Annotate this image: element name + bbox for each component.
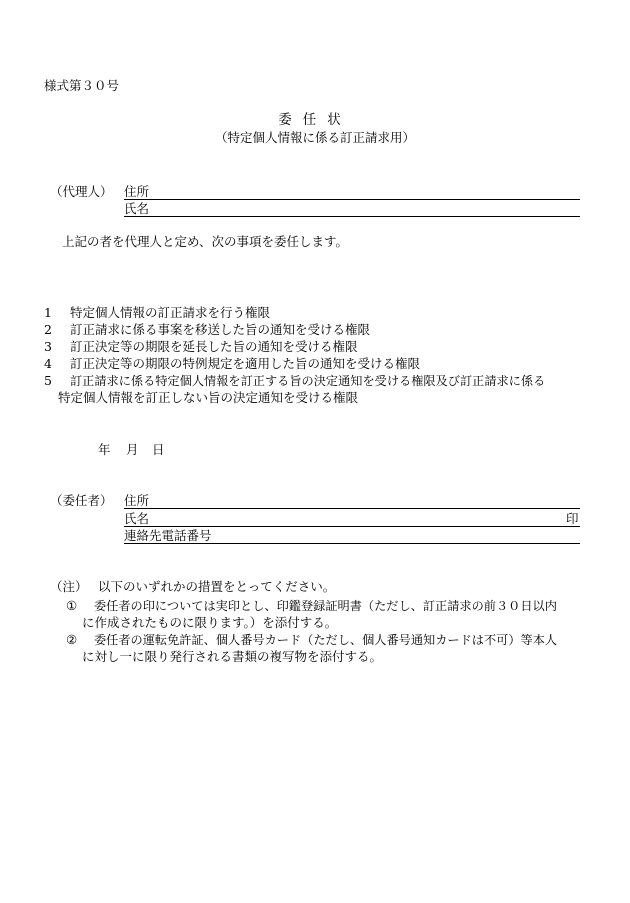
item-number: 3 xyxy=(44,339,52,354)
note-text: 委任者の運転免許証、個人番号カード（ただし、個人番号通知カードは不可）等本人 xyxy=(94,633,558,647)
note-mark: ② xyxy=(66,632,78,647)
principal-phone-label: 連絡先電話番号 xyxy=(124,528,212,543)
agent-name-label: 氏名 xyxy=(124,201,150,216)
document-title: 委任状 xyxy=(278,112,352,128)
agent-name-line[interactable] xyxy=(124,216,580,217)
note-text-continued: に対し一に限り発行される書類の複写物を添付する。 xyxy=(82,649,383,664)
date-month: 月 xyxy=(126,442,139,457)
principal-address-label: 住所 xyxy=(124,493,150,508)
item-number: 2 xyxy=(44,322,52,337)
item-number: 5 xyxy=(44,373,52,388)
item-text: 訂正決定等の期限の特例規定を適用した旨の通知を受ける権限 xyxy=(70,356,421,371)
principal-name-line[interactable] xyxy=(124,526,580,527)
item-text-continued: 特定個人情報を訂正しない旨の決定通知を受ける権限 xyxy=(58,390,359,405)
note-text: 委任者の印については実印とし、印鑑登録証明書（ただし、訂正請求の前３０日以内 xyxy=(94,599,557,613)
document-subtitle: （特定個人情報に係る訂正請求用） xyxy=(214,130,415,145)
agent-address-line[interactable] xyxy=(124,199,580,200)
date-year: 年 xyxy=(98,442,111,457)
item-number: 4 xyxy=(44,356,52,371)
note-mark: ① xyxy=(66,598,78,613)
principal-phone-line[interactable] xyxy=(124,543,580,544)
principal-name-label: 氏名 xyxy=(124,511,150,526)
seal-mark: 印 xyxy=(566,511,579,526)
agent-address-label: 住所 xyxy=(124,184,150,199)
notes-heading: （注） xyxy=(50,579,88,594)
notes-intro: 以下のいずれかの措置をとってください。 xyxy=(98,579,336,594)
item-text: 訂正決定等の期限を延長した旨の通知を受ける権限 xyxy=(70,339,358,354)
principal-heading: （委任者） xyxy=(50,493,113,508)
note-text-continued: に作成されたものに限ります。）を添付する。 xyxy=(82,615,338,630)
form-number: 様式第３０号 xyxy=(44,78,120,93)
item-number: 1 xyxy=(44,305,52,320)
intro-text: 上記の者を代理人と定め、次の事項を委任します。 xyxy=(62,234,349,249)
item-text: 訂正請求に係る特定個人情報を訂正する旨の決定通知を受ける権限及び訂正請求に係る xyxy=(70,374,546,388)
agent-heading: （代理人） xyxy=(50,184,113,199)
date-day: 日 xyxy=(152,442,165,457)
principal-address-line[interactable] xyxy=(124,508,580,509)
item-text: 特定個人情報の訂正請求を行う権限 xyxy=(70,305,271,320)
item-text: 訂正請求に係る事案を移送した旨の通知を受ける権限 xyxy=(70,322,371,337)
